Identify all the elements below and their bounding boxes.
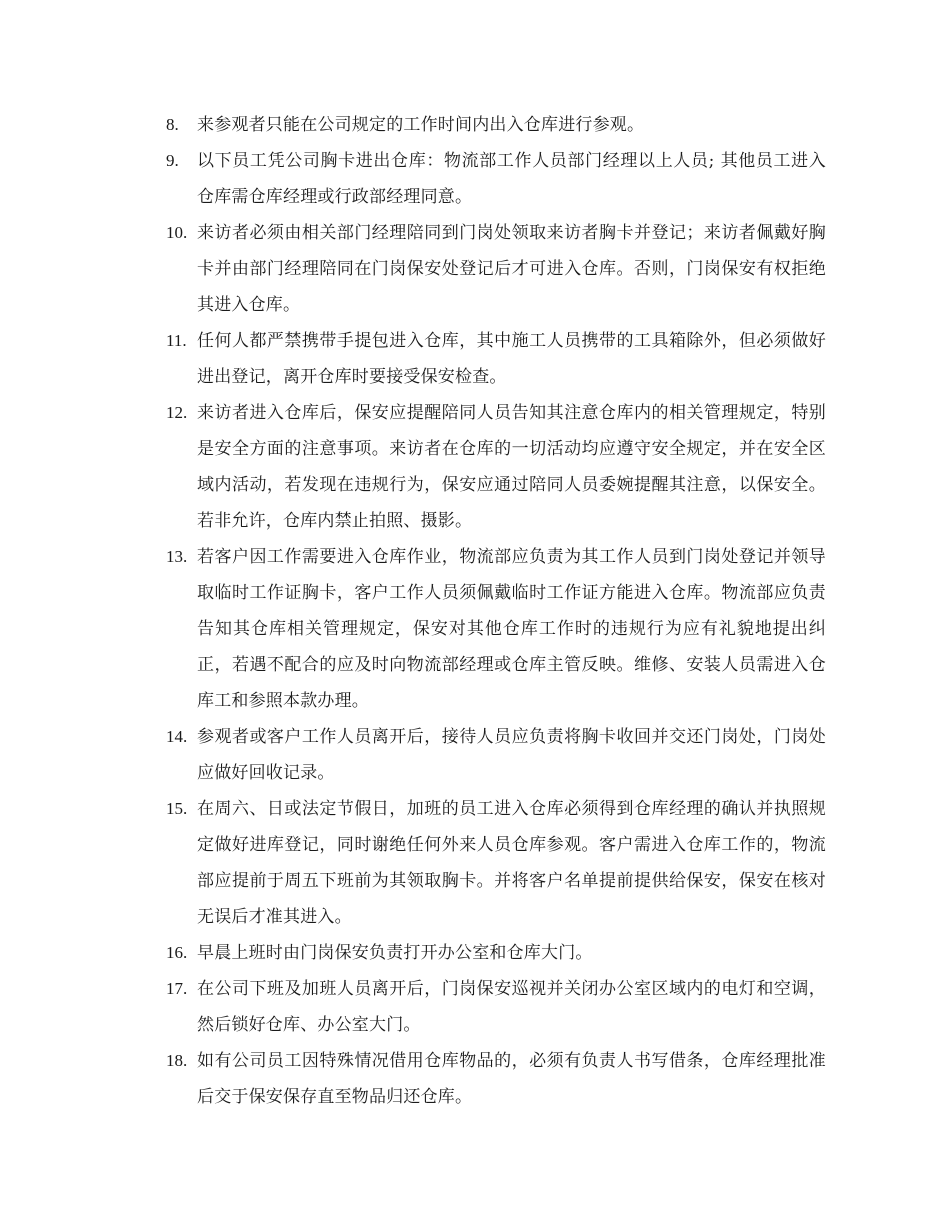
list-item [166,791,826,935]
list-item [166,539,826,719]
list-item [166,215,826,323]
item-number: 12. [166,403,188,422]
item-number: 9. [166,151,179,170]
item-number: 16. [166,943,188,962]
list-item [166,971,826,1043]
item-text: 以下员工凭公司胸卡进出仓库：物流部工作人员部门经理以上人员; 其他员工进入仓库需仓库经理或行政部经理同意。 [197,151,826,207]
item-text: 在公司下班及加班人员离开后，门岗保安巡视并关闭办公室区域内的电灯和空调，然后锁好仓库、办公室大门。 [197,979,826,1035]
list-item [166,395,826,539]
list-item [166,1043,826,1115]
item-text: 若客户因工作需要进入仓库作业，物流部应负责为其工作人员到门岗处登记并领导取临时工作证胸卡，客户工作人员须佩戴临时工作证方能进入仓库。物流部应负责告知其仓库相关管理规定，保安对其他仓库工作时的违规行为应有礼貌地提出纠正，若遇不配合的应及时向物流部经理或仓库主管反映。维修、安装人员需进入仓库工和参照本款办理。 [197,547,826,711]
list-item [166,107,826,143]
item-text: 如有公司员工因特殊情况借用仓库物品的，必须有负责人书写借条，仓库经理批准后交于保安保存直至物品归还仓库。 [197,1051,826,1107]
list-item [166,143,826,215]
item-number: 18. [166,1051,188,1070]
item-number: 17. [166,979,188,998]
list-item [166,719,826,791]
item-number: 10. [166,223,188,242]
item-text: 在周六、日或法定节假日，加班的员工进入仓库必须得到仓库经理的确认并执照规定做好进库登记，同时谢绝任何外来人员仓库参观。客户需进入仓库工作的，物流部应提前于周五下班前为其领取胸卡。并将客户名单提前提供给保安，保安在核对无误后才准其进入。 [197,799,826,927]
list-item [166,935,826,971]
item-number: 11. [166,331,187,350]
item-text: 任何人都严禁携带手提包进入仓库，其中施工人员携带的工具箱除外，但必须做好进出登记，离开仓库时要接受保安检查。 [197,331,826,387]
item-number: 13. [166,547,188,566]
rules-list [166,107,826,1115]
item-text: 来访者必须由相关部门经理陪同到门岗处领取来访者胸卡并登记；来访者佩戴好胸卡并由部门经理陪同在门岗保安处登记后才可进入仓库。否则，门岗保安有权拒绝其进入仓库。 [197,223,826,315]
item-text: 来参观者只能在公司规定的工作时间内出入仓库进行参观。 [197,115,645,135]
item-text: 来访者进入仓库后，保安应提醒陪同人员告知其注意仓库内的相关管理规定，特别是安全方面的注意事项。来访者在仓库的一切活动均应遵守安全规定，并在安全区域内活动，若发现在违规行为，保安应通过陪同人员委婉提醒其注意，以保安全。若非允许，仓库内禁止拍照、摄影。 [197,403,826,531]
item-text: 参观者或客户工作人员离开后，接待人员应负责将胸卡收回并交还门岗处，门岗处应做好回收记录。 [197,727,826,783]
item-number: 8. [166,115,179,134]
item-number: 14. [166,727,188,746]
item-number: 15. [166,799,188,818]
item-text: 早晨上班时由门岗保安负责打开办公室和仓库大门。 [197,943,593,963]
list-item [166,323,826,395]
